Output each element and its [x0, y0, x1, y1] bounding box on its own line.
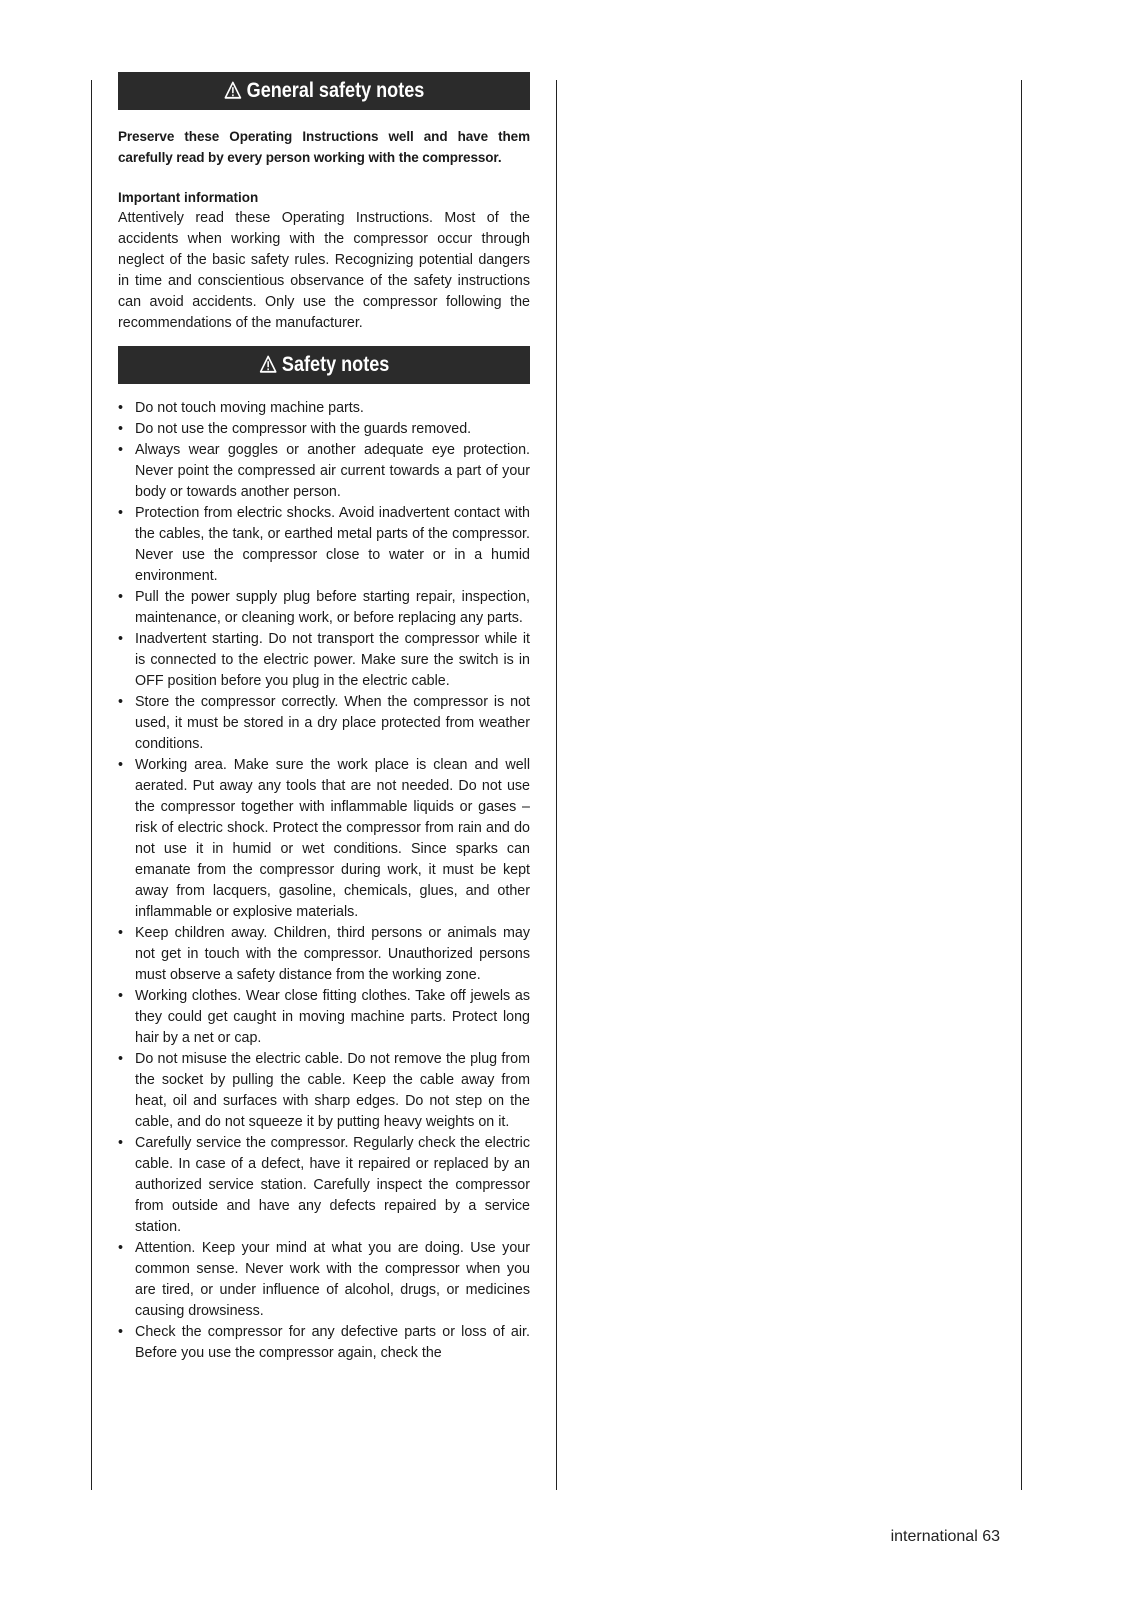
list-item: • Inadvertent starting. Do not transport the compressor while it is connected to the electric power. Make sure the switch is in OFF position before you plug in the electric cable.	[118, 631, 530, 689]
section-title: General safety notes	[246, 79, 425, 102]
safety-notes-heading	[118, 346, 530, 384]
safety-notes-list	[118, 398, 530, 1364]
list-item: • Pull the power supply plug before starting repair, inspection, maintenance, or cleaning work, or before replacing any parts.	[118, 589, 530, 626]
column-rule-middle	[556, 80, 557, 1490]
list-item: • Do not touch moving machine parts.	[118, 400, 364, 416]
list-item: • Attention. Keep your mind at what you are doing. Use your common sense. Never work with the compressor when you are tired, or under influence of alcohol, drugs, or medicines causing drowsiness.	[118, 1240, 530, 1319]
intro-lead-text: Preserve these Operating Instructions well and have them carefully read by every person working with the compressor.	[118, 129, 530, 165]
list-item: • Do not use the compressor with the guards removed.	[118, 421, 472, 437]
list-item: • Do not misuse the electric cable. Do not remove the plug from the socket by pulling the cable. Keep the cable away from heat, oil and surfaces with sharp edges. Do not step on the cable, and do not squeeze it by putting heavy weights on it.	[118, 1051, 530, 1130]
page-number: international 63	[890, 1528, 1000, 1545]
column-rule-right	[1021, 80, 1022, 1490]
important-information-text: Attentively read these Operating Instructions. Most of the accidents when working with the compressor occur through neglect of the basic safety rules. Recognizing potential dangers in time and conscientious observance of the safety instructions can avoid accidents. Only use the compressor following the recommendations of the manufacturer.	[118, 210, 530, 331]
important-information-title: Important information	[118, 190, 259, 205]
general-safety-notes-heading	[118, 72, 530, 110]
warning-triangle-icon	[259, 355, 276, 373]
list-item: • Check the compressor for any defective parts or loss of air. Before you use the compressor again, check the	[118, 1324, 530, 1361]
column-rule-left	[91, 80, 92, 1490]
left-column	[118, 72, 530, 1364]
list-item: • Keep children away. Children, third persons or animals may not get in touch with the compressor. Unauthorized persons must observe a safety distance from the working zone.	[118, 925, 530, 983]
list-item: • Working clothes. Wear close fitting clothes. Take off jewels as they could get caught in moving machine parts. Protect long hair by a net or cap.	[118, 988, 530, 1046]
list-item: • Carefully service the compressor. Regularly check the electric cable. In case of a defect, have it repaired or replaced by an authorized service station. Carefully inspect the compressor from outside and have any defects repaired by a service station.	[118, 1135, 530, 1235]
list-item: • Working area. Make sure the work place is clean and well aerated. Put away any tools that are not needed. Do not use the compressor together with inflammable liquids or gases – risk of electric shock. Protect the compressor from rain and do not use it in humid or wet conditions. Since sparks can emanate from the compressor during work, it must be kept away from lacquers, gasoline, chemicals, glues, and other inflammable or explosive materials.	[118, 757, 530, 920]
warning-triangle-icon	[224, 81, 241, 99]
list-item: • Store the compressor correctly. When the compressor is not used, it must be stored in a dry place protected from weather conditions.	[118, 694, 530, 752]
list-item: • Protection from electric shocks. Avoid inadvertent contact with the cables, the tank, or earthed metal parts of the compressor. Never use the compressor close to water or in a humid environment.	[118, 505, 530, 584]
section-title: Safety notes	[281, 353, 389, 376]
list-item: • Always wear goggles or another adequate eye protection. Never point the compressed air current towards a part of your body or towards another person.	[118, 442, 530, 500]
